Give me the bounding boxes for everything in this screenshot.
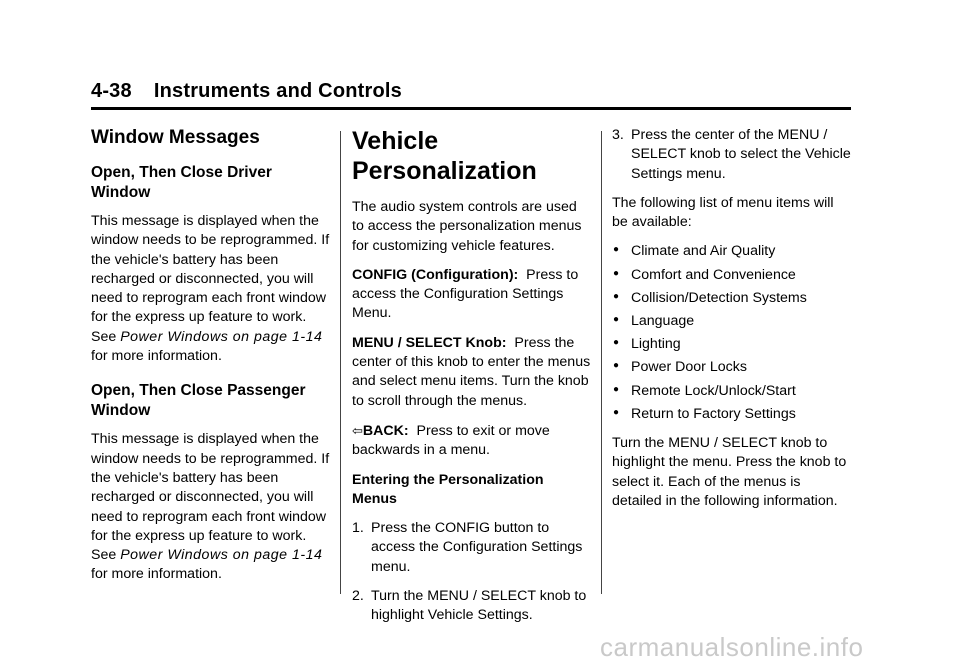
list-item: ● Language	[613, 313, 695, 330]
page-header	[91, 80, 851, 103]
column-middle	[352, 126, 592, 636]
back-arrow-icon: ⇦	[352, 422, 363, 438]
list-item: ● Power Door Locks	[613, 359, 747, 376]
driver-window-heading: Open, Then Close Driver Window	[91, 164, 272, 201]
list-intro: The following list of menu items will be available:	[612, 194, 834, 231]
list-item: 3. Press the center of the MENU / SELECT knob to select the Vehicle Settings menu.	[612, 127, 851, 182]
back-term: BACK:	[362, 422, 409, 439]
section-title: Instruments and Controls	[153, 80, 402, 102]
list-item: ● Return to Factory Settings	[613, 405, 796, 422]
list-item: ● Remote Lock/Unlock/Start	[613, 382, 796, 399]
list-item: ● Lighting	[613, 336, 681, 353]
menu-select-paragraph: MENU / SELECT Knob: Press the center of this knob to enter the menus and select menu items. Turn the knob to scroll through the menus.	[352, 334, 591, 409]
page-number: 4-38	[91, 80, 132, 102]
header-title	[91, 80, 851, 103]
passenger-window-text: This message is displayed when the window needs to be reprogrammed. If the vehicle's battery has been recharged or disconnected, you will need to reprogram each front window for the express up feature to work. See Power Windows on page 1-14 for more information.	[91, 431, 330, 583]
watermark: carmanualsonline.info	[600, 632, 864, 662]
power-windows-link[interactable]: Power Windows on page 1-14	[120, 547, 323, 564]
column-left	[91, 126, 331, 595]
list-item: ● Climate and Air Quality	[613, 243, 776, 260]
entering-menus-heading: Entering the Personalization Menus	[352, 471, 544, 507]
config-paragraph: CONFIG (Configuration): Press to access the Configuration Settings Menu.	[352, 266, 579, 322]
menu-select-term: MENU / SELECT Knob:	[352, 334, 507, 351]
list-item: 1. Press the CONFIG button to access the Configuration Settings menu.	[352, 520, 583, 575]
passenger-window-heading: Open, Then Close Passenger Window	[91, 382, 306, 420]
driver-window-text: This message is displayed when the window needs to be reprogrammed. If the vehicle's battery has been recharged or disconnected, you will need to reprogram each front window for the express up feature to work. See Power Windows on page 1-14 for more information.	[91, 213, 330, 365]
power-windows-link[interactable]: Power Windows on page 1-14	[120, 328, 323, 345]
list-item: ● Collision/Detection Systems	[613, 289, 807, 306]
column-right	[612, 126, 852, 521]
header-rule	[91, 107, 851, 110]
vehicle-personalization-heading: Vehicle Personalization	[352, 127, 537, 185]
list-item: ● Comfort and Convenience	[613, 266, 796, 283]
column-divider	[340, 131, 341, 594]
menu-items-list	[612, 242, 852, 424]
closing-text: Turn the MENU / SELECT knob to highlight the menu. Press the knob to select it. Each of the menus is detailed in the following information.	[612, 435, 847, 509]
config-term: CONFIG (Configuration):	[352, 266, 519, 283]
intro-text: The audio system controls are used to access the personalization menus for customizing vehicle features.	[352, 199, 582, 254]
column-divider	[601, 131, 602, 594]
list-item: 2. Turn the MENU / SELECT knob to highlight Vehicle Settings.	[352, 588, 587, 624]
window-messages-heading: Window Messages	[91, 127, 260, 148]
back-paragraph: ⇦BACK: Press to exit or move backwards in a menu.	[352, 422, 550, 459]
